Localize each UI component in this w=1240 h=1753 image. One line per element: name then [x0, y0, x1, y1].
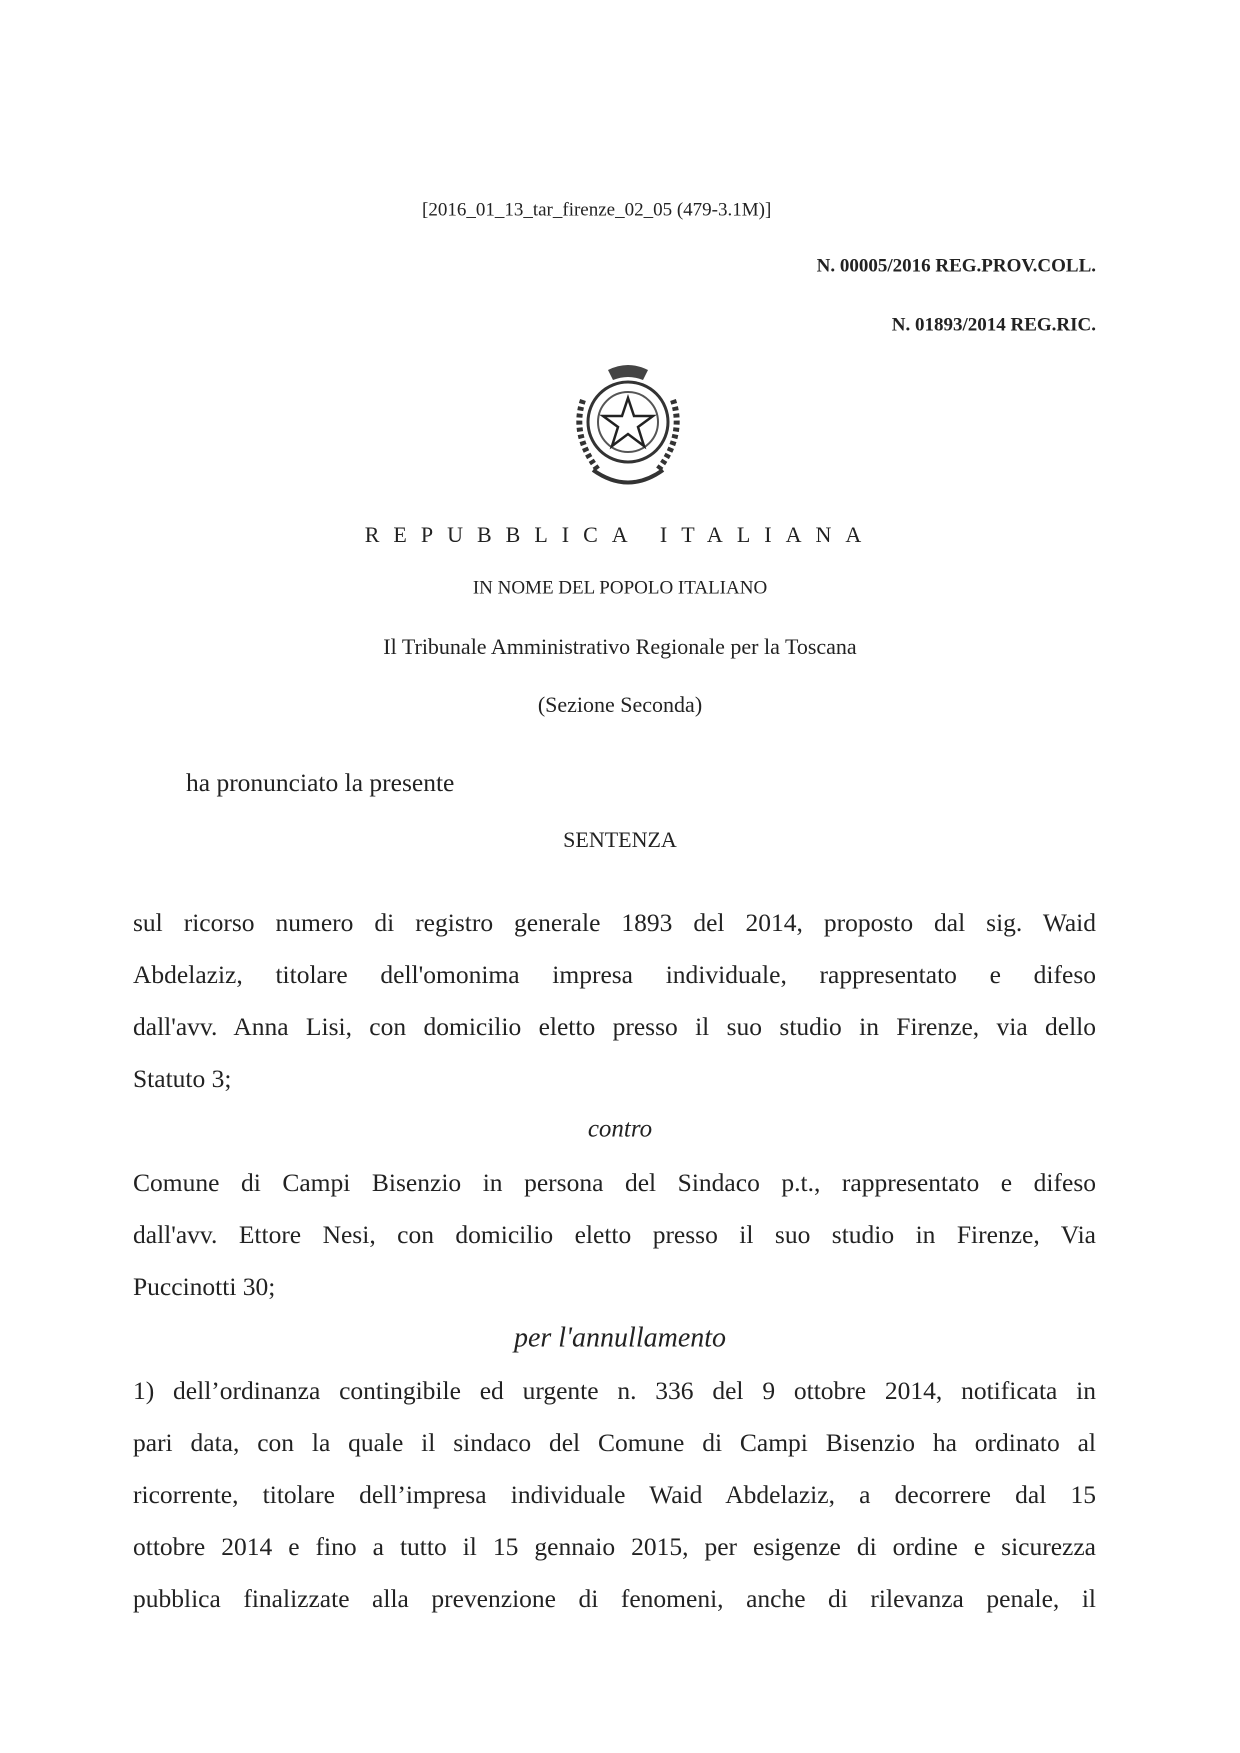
paragraph-line: pubblica finalizzate alla prevenzione di fenomeni, anche di rilevanza penale, il [133, 1584, 1096, 1613]
paragraph-line: 1) dell’ordinanza contingibile ed urgente n. 336 del 9 ottobre 2014, notificata in [133, 1376, 1096, 1405]
contro-heading: contro [587, 1115, 653, 1143]
sezione-heading: (Sezione Seconda) [537, 691, 703, 717]
file-reference: [2016_01_13_tar_firenze_02_05 (479-3.1M)] [422, 199, 772, 221]
annullamento-heading: per l'annullamento [513, 1322, 727, 1354]
paragraph-line: Comune di Campi Bisenzio in persona del Sindaco p.t., rappresentato e difeso [133, 1168, 1096, 1197]
paragraph-line: dall'avv. Ettore Nesi, con domicilio eletto presso il suo studio in Firenze, Via [133, 1220, 1096, 1249]
paragraph-line: ottobre 2014 e fino a tutto il 15 gennaio 2015, per esigenze di ordine e sicurezza [133, 1532, 1096, 1561]
paragraph-line: sul ricorso numero di registro generale 1893 del 2014, proposto dal sig. Waid [133, 908, 1096, 937]
sentenza-heading: SENTENZA [563, 826, 677, 852]
tribunale-heading: Il Tribunale Amministrativo Regionale per la Toscana [383, 633, 857, 659]
reg-prov-number: N. 00005/2016 REG.PROV.COLL. [816, 255, 1096, 277]
paragraph-line: pari data, con la quale il sindaco del Comune di Campi Bisenzio ha ordinato al [133, 1428, 1096, 1457]
paragraph-line: ricorrente, titolare dell’impresa individuale Waid Abdelaziz, a decorrere dal 15 [133, 1480, 1096, 1509]
paragraph-line: Abdelaziz, titolare dell'omonima impresa individuale, rappresentato e difeso [133, 960, 1096, 989]
reg-ric-number: N. 01893/2014 REG.RIC. [891, 314, 1096, 336]
pronunciato-text: ha pronunciato la presente [186, 768, 455, 797]
italian-emblem-icon [563, 360, 693, 498]
paragraph-line: Puccinotti 30; [133, 1272, 276, 1301]
in-nome-heading: IN NOME DEL POPOLO ITALIANO [472, 577, 768, 599]
paragraph-line: dall'avv. Anna Lisi, con domicilio eletto presso il suo studio in Firenze, via dello [133, 1012, 1096, 1041]
paragraph-line: Statuto 3; [133, 1064, 232, 1093]
republic-heading: REPUBBLICA ITALIANA [364, 521, 876, 547]
